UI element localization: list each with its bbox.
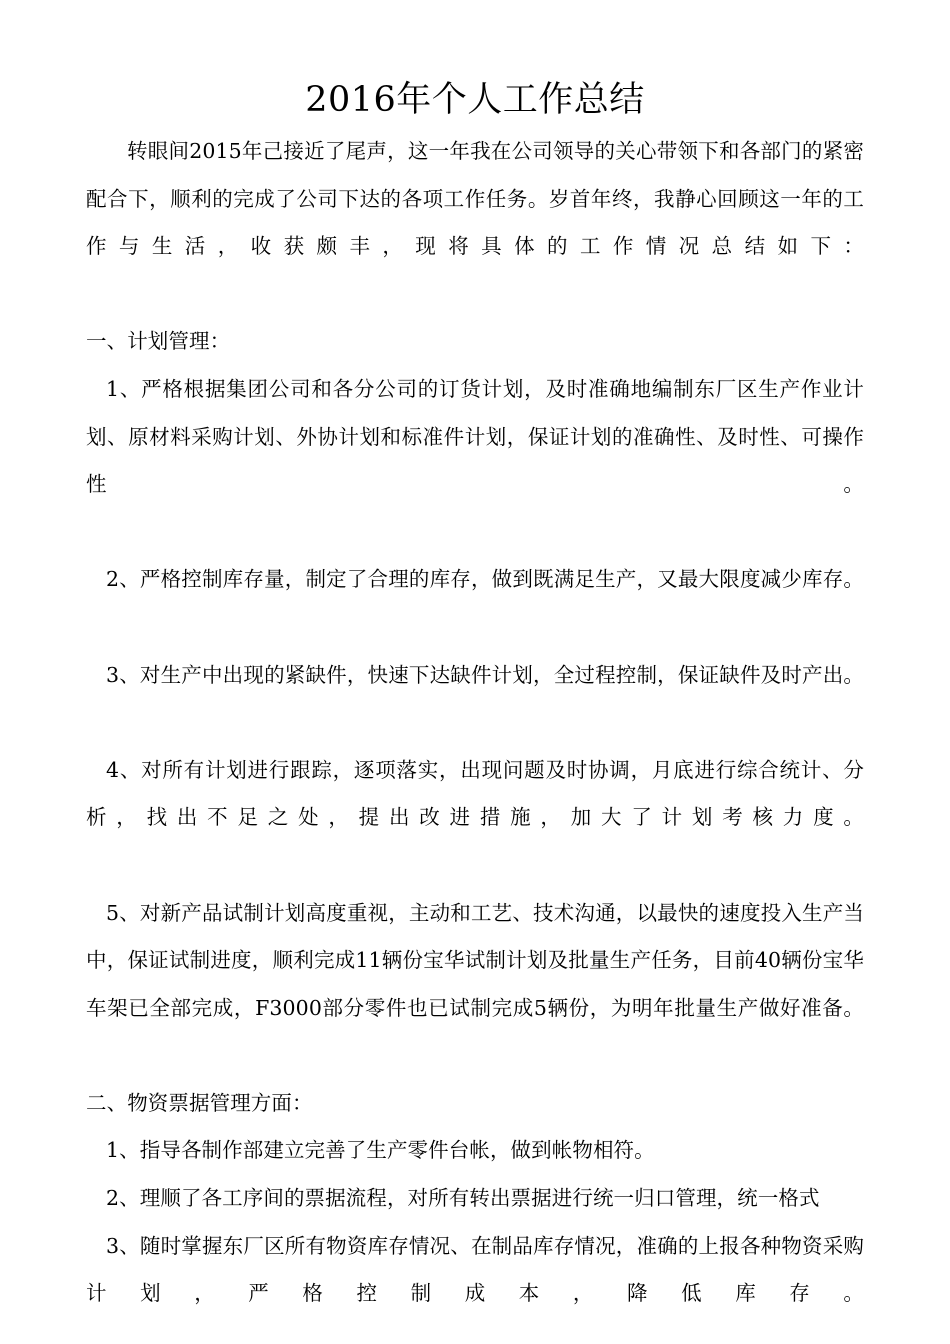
list-item-1-5: 5、对新产品试制计划高度重视，主动和工艺、技术沟通，以最快的速度投入生产当中，保证试制进度，顺利完成11辆份宝华试制计划及批量生产任务，目前40辆份宝华车架已全部完成，F3000部分零件也已试制完成5辆份，为明年批量生产做好准备。 (86, 900, 864, 1020)
section-heading-material-voucher-management: 二、物资票据管理方面： (86, 1090, 313, 1115)
list-item-1-4: 4、对所有计划进行跟踪，逐项落实，出现问题及时协调，月底进行综合统计、分析，找出不足之处，提出改进措施，加大了计划考核力度。 (86, 757, 864, 830)
section-heading-planning-management: 一、计划管理： (86, 329, 231, 354)
list-item-2-2: 2、理顺了各工序间的票据流程，对所有转出票据进行统一归口管理，统一格式 (106, 1186, 820, 1211)
list-item-1-2: 2、严格控制库存量，制定了合理的库存，做到既满足生产，又最大限度减少库存。 (106, 567, 864, 592)
list-item-2-3: 3、随时掌握东厂区所有物资库存情况、在制品库存情况，准确的上报各种物资采购计划，严格控制成本，降低库存。 (86, 1233, 864, 1306)
paragraph-intro: 转眼间2015年己接近了尾声，这一年我在公司领导的关心带领下和各部门的紧密配合下，顺利的完成了公司下达的各项工作任务。岁首年终，我静心回顾这一年的工作与生活，收获颇丰，现将具体的工作情况总结如下： (86, 139, 864, 259)
page-title: 2016年个人工作总结 (305, 80, 645, 120)
document-body (86, 76, 864, 1344)
list-item-1-1: 1、严格根据集团公司和各分公司的订货计划，及时准确地编制东厂区生产作业计划、原材料采购计划、外协计划和标准件计划，保证计划的准确性、及时性、可操作性。 (86, 376, 864, 497)
list-item-2-1: 1、指导各制作部建立完善了生产零件台帐，做到帐物相符。 (106, 1138, 655, 1163)
list-item-1-3: 3、对生产中出现的紧缺件，快速下达缺件计划，全过程控制，保证缺件及时产出。 (106, 662, 864, 687)
